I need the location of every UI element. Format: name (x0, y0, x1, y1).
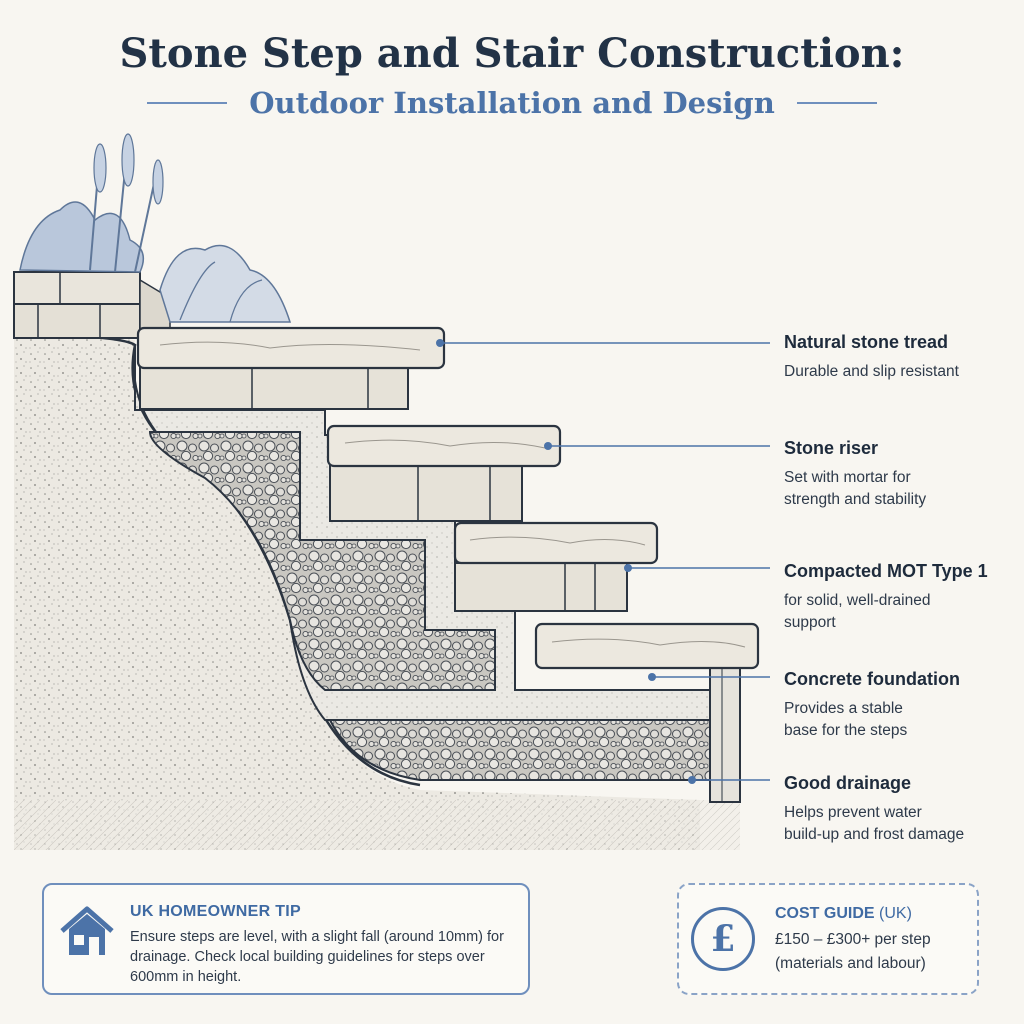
tip-body: Ensure steps are level, with a slight fall (around 10mm) for drainage. Check local building guidelines for steps over 600mm in height. (130, 929, 504, 985)
callout-description: Provides a stable base for the steps (784, 700, 908, 739)
step-1 (138, 328, 444, 409)
cost-heading (775, 905, 912, 923)
page-subtitle: Outdoor Installation and Design (249, 86, 775, 120)
step-4 (536, 624, 758, 668)
callout-stone-riser (784, 438, 1014, 511)
callout-description: Durable and slip resistant (784, 363, 959, 380)
callout-heading: Stone riser (784, 438, 879, 458)
pound-coin-icon: £ (691, 907, 755, 971)
cost-price-line: £150 – £300+ per step (775, 931, 931, 948)
callout-good-drainage (784, 773, 1014, 846)
drainage-gravel-layer (330, 720, 710, 780)
callout-heading: Good drainage (784, 773, 912, 793)
callout-mot-type1 (784, 561, 1014, 634)
page-title: Stone Step and Stair Construction: (119, 30, 905, 77)
cost-guide-box (677, 883, 979, 995)
house-icon (58, 903, 116, 961)
cost-heading-text: COST GUIDE (775, 905, 875, 922)
edge-board (710, 668, 740, 802)
cost-heading-suffix: (UK) (879, 905, 912, 922)
homeowner-tip-box (42, 883, 530, 995)
step-2 (328, 426, 560, 521)
callout-stone-tread (784, 332, 1014, 383)
cost-note-line: (materials and labour) (775, 955, 926, 972)
callout-heading: Concrete foundation (784, 669, 960, 689)
callout-heading: Compacted MOT Type 1 (784, 561, 988, 581)
callout-heading: Natural stone tread (784, 332, 949, 352)
callout-concrete-foundation (784, 669, 1014, 742)
callout-description: for solid, well-drained support (784, 592, 931, 631)
callout-description: Helps prevent water build-up and frost damage (784, 804, 965, 843)
tip-heading: UK HOMEOWNER TIP (130, 903, 302, 920)
callout-description: Set with mortar for strength and stability (784, 469, 927, 508)
